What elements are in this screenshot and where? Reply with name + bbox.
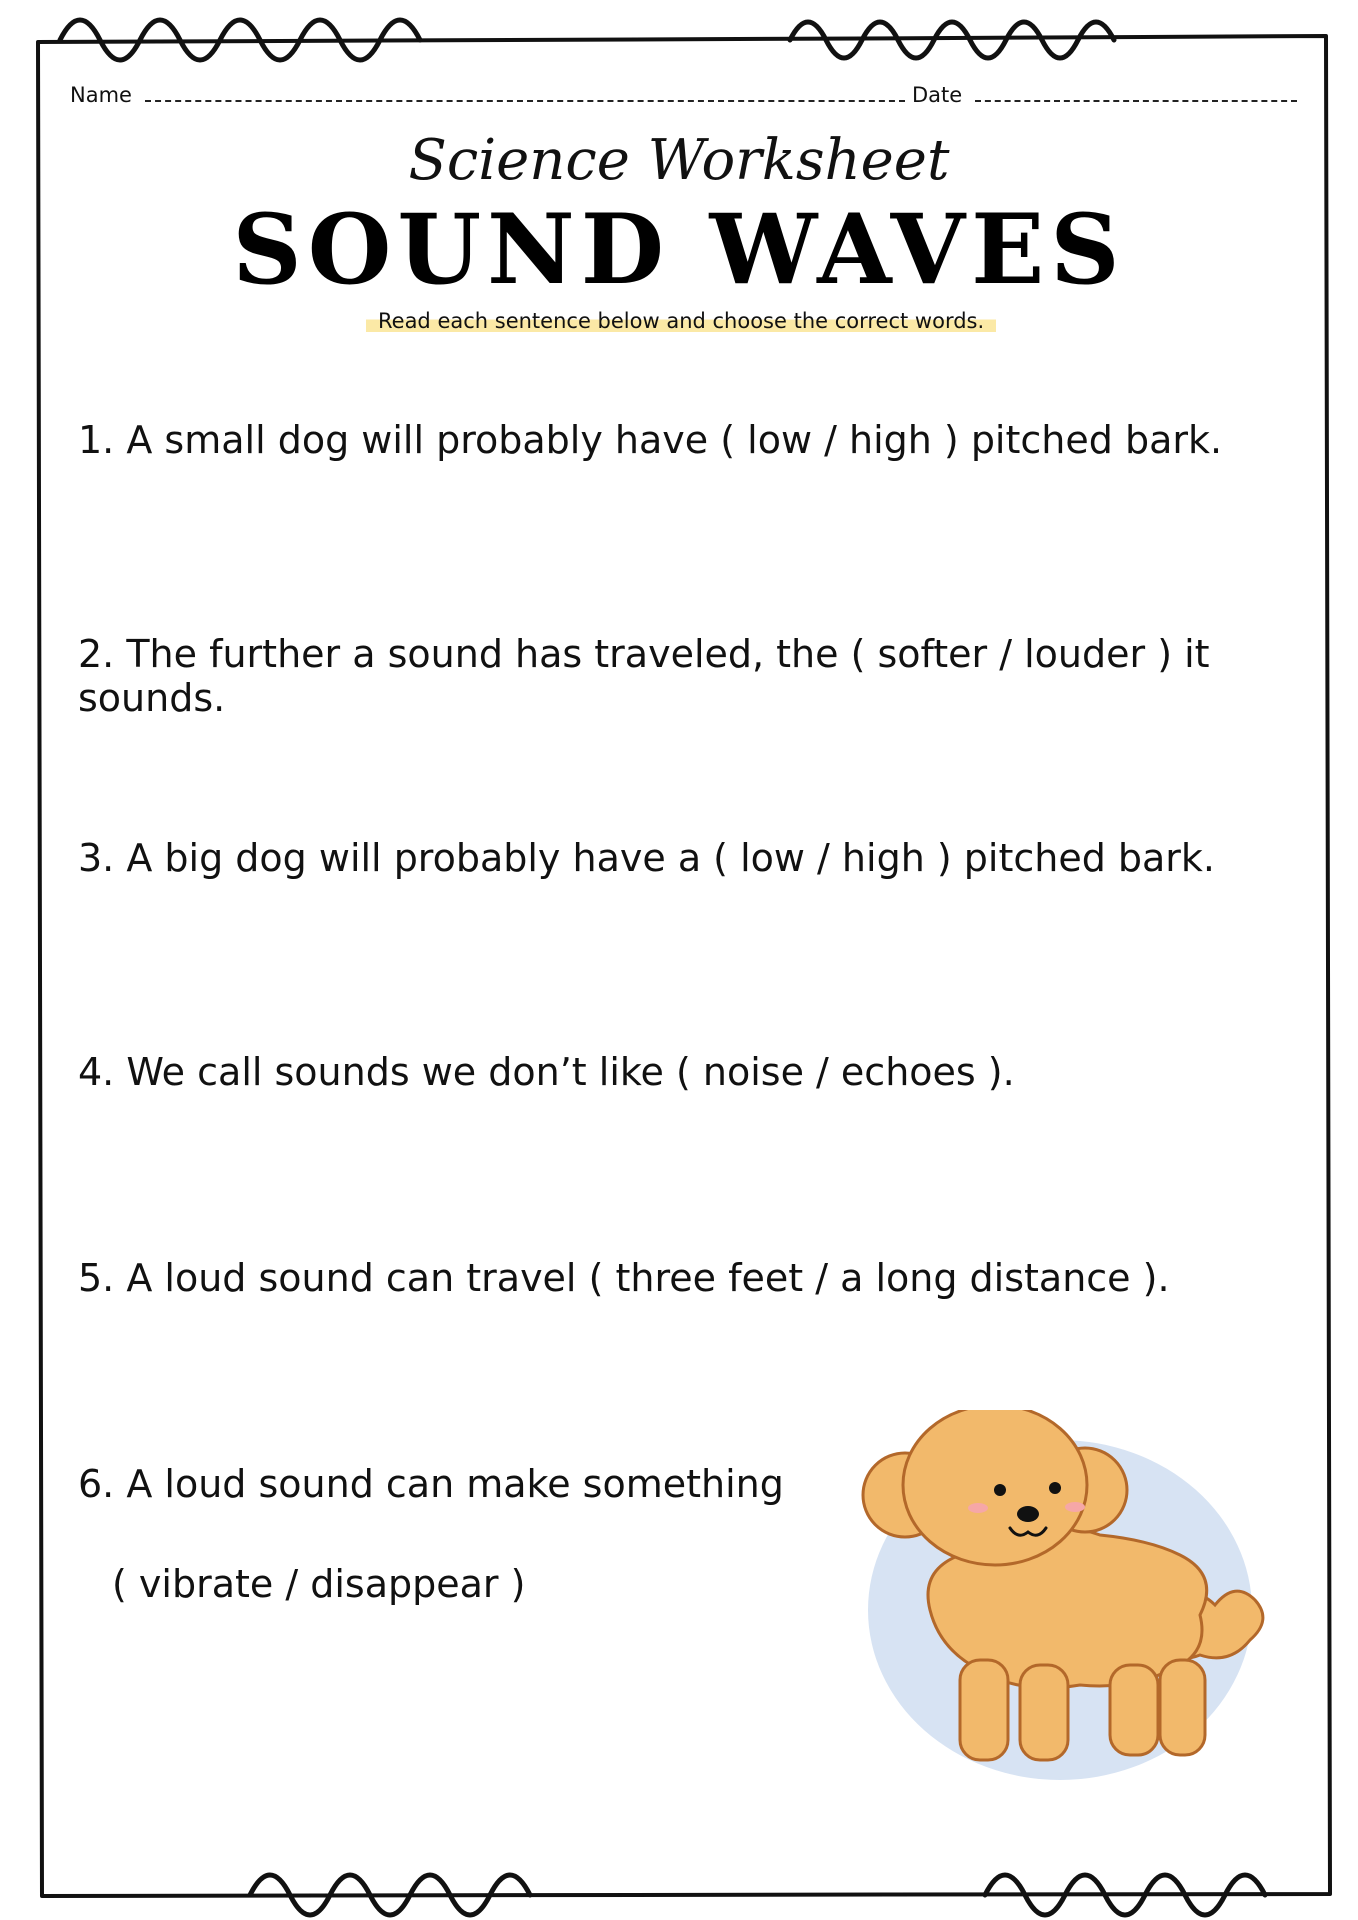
dog-leg: [960, 1660, 1008, 1760]
dog-leg: [1020, 1665, 1068, 1760]
name-field[interactable]: [70, 82, 905, 107]
name-label: Name: [70, 83, 132, 107]
dog-cheek: [1065, 1502, 1085, 1512]
question-5: 5. A loud sound can travel ( three feet / a long distance ).: [78, 1256, 1170, 1300]
dog-nose: [1017, 1506, 1039, 1522]
name-blank-line[interactable]: [145, 82, 905, 102]
dog-leg: [1160, 1660, 1205, 1755]
question-1: 1. A small dog will probably have ( low / high ) pitched bark.: [78, 418, 1223, 462]
poodle-illustration: [860, 1410, 1280, 1790]
dog-leg: [1110, 1665, 1158, 1755]
dog-eye: [1049, 1482, 1061, 1494]
question-6: 6. A loud sound can make something: [78, 1462, 784, 1506]
question-2: 2. The further a sound has traveled, the ( softer / louder ) it sounds.: [78, 632, 1210, 720]
date-label: Date: [912, 83, 963, 107]
date-blank-line[interactable]: [975, 82, 1297, 102]
dog-eye: [994, 1484, 1006, 1496]
page-title: SOUND WAVES: [232, 193, 1126, 306]
question-6-choices: ( vibrate / disappear ): [112, 1562, 526, 1606]
dog-cheek: [968, 1503, 988, 1513]
date-field[interactable]: [912, 82, 1297, 107]
question-3: 3. A big dog will probably have a ( low / high ) pitched bark.: [78, 836, 1216, 880]
question-4: 4. We call sounds we don’t like ( noise / echoes ).: [78, 1050, 1015, 1094]
instructions-text: Read each sentence below and choose the correct words.: [366, 307, 996, 335]
worksheet-subtitle: Science Worksheet: [408, 128, 950, 193]
